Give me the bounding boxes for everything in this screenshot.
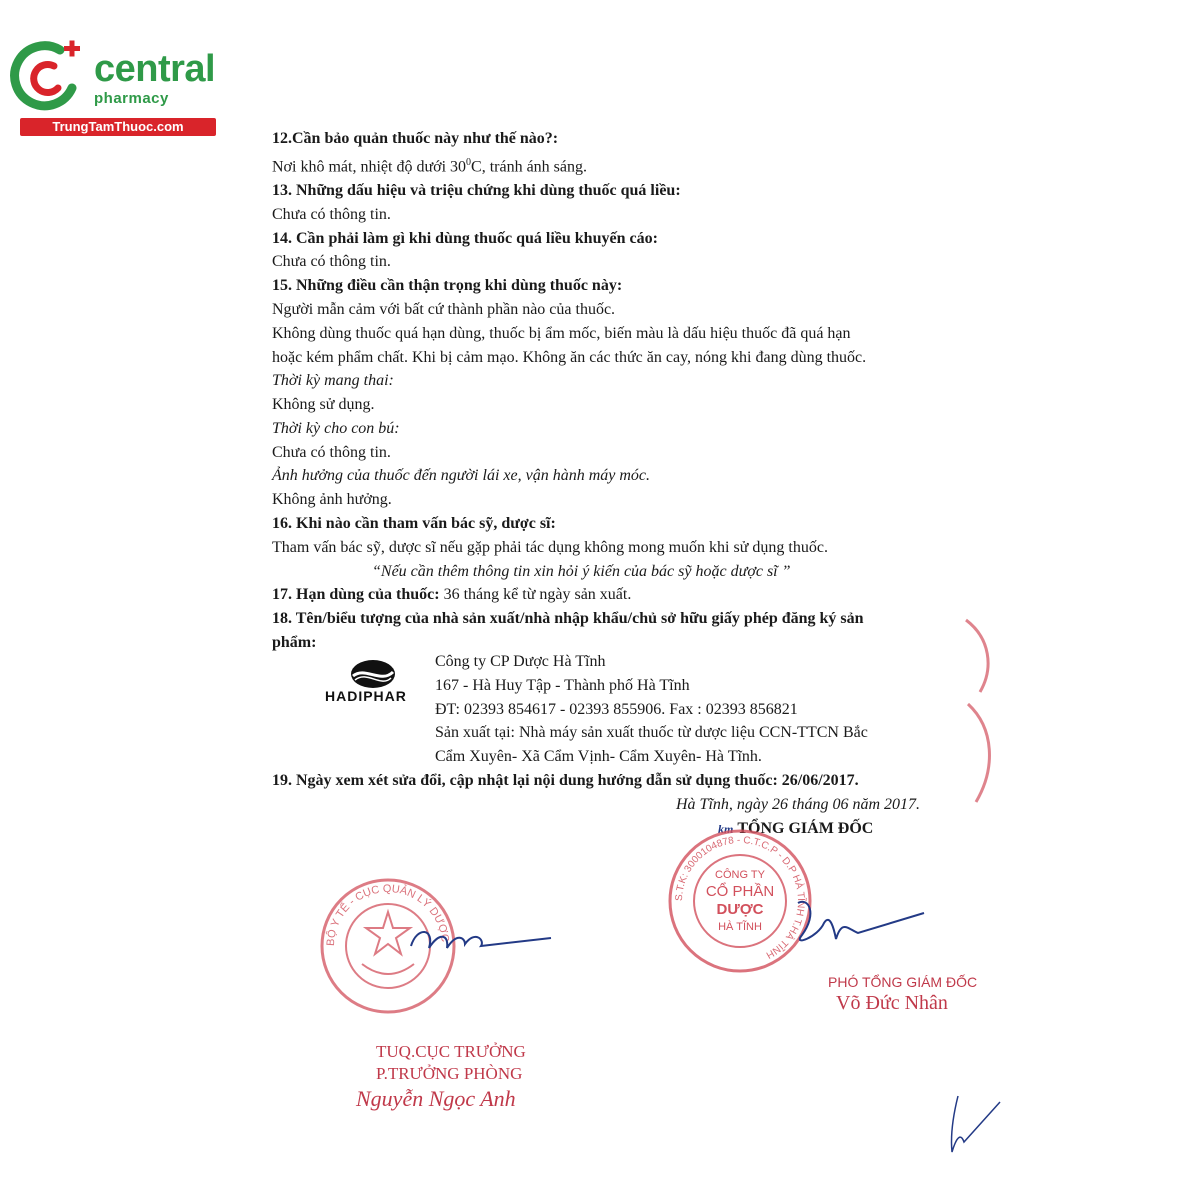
deputy-director-title: PHÓ TỔNG GIÁM ĐỐC [828,974,978,990]
section-15-text: Người mẫn cảm với bất cứ thành phần nào của thuốc. [272,300,616,318]
driving-subheading: Ảnh hưởng của thuốc đến người lái xe, vận hành máy móc. [272,467,651,485]
stamp-line: CỔ PHẦN [705,883,775,900]
section-14-heading: 14. Cần phải làm gì khi dùng thuốc quá liều khuyến cáo: [272,229,658,247]
section-19: 19. Ngày xem xét sửa đổi, cập nhật lại nội dung hướng dẫn sử dụng thuốc: 26/06/2017. [272,772,859,789]
pharmacy-logo-icon [8,36,88,116]
production-site-cont: Cẩm Xuyên- Xã Cẩm Vịnh- Cẩm Xuyên- Hà Tĩnh. [435,748,762,766]
stamp-line: DƯỢC [716,901,764,918]
left-signature [405,920,555,960]
partial-stamp [960,618,1000,808]
brand-logo [8,36,218,136]
initial-signature [944,1092,1004,1158]
brand-sub: pharmacy [94,90,169,107]
section-13-text: Chưa có thông tin. [272,205,391,223]
section-16-text: Tham vấn bác sỹ, dược sĩ nếu gặp phải tác dụng không mong muốn khi sử dụng thuốc. [272,538,828,556]
pregnancy-text: Không sử dụng. [272,396,375,414]
ktm-mark: km [718,822,734,836]
section-16-heading: 16. Khi nào cần tham vấn bác sỹ, dược sĩ: [272,515,556,533]
section-15-heading: 15. Những điều cần thận trọng khi dùng thuốc này: [272,277,623,295]
stamp-line: HÀ TĨNH [718,921,762,933]
authorized-title: TUQ.CỤC TRƯỞNG [376,1042,526,1061]
section-15-text: hoặc kém phẩm chất. Khi bị cảm mạo. Không ăn các thức ăn cay, nóng khi đang dùng thuốc. [272,348,867,366]
place-date: Hà Tĩnh, ngày 26 tháng 06 năm 2017. [676,796,920,813]
degree-sup: 0 [466,156,472,168]
section-12-heading: 12.Cần bảo quản thuốc này như thế nào?: [272,130,559,147]
section-15-text: Không dùng thuốc quá hạn dùng, thuốc bị ẩm mốc, biến màu là dấu hiệu thuốc đã quá hạn [272,324,851,342]
right-signature [778,893,928,953]
director-title: km TỔNG GIÁM ĐỐC [718,820,874,837]
lactation-text: Chưa có thông tin. [272,443,391,461]
brand-name: central [94,48,216,90]
company-address: 167 - Hà Huy Tập - Thành phố Hà Tĩnh [435,676,690,694]
section-14-text: Chưa có thông tin. [272,253,391,271]
stamp-ring-text: S.T.K: 3000104878 - C.T.C.P - D.P HÀ TĨNH T.HÀ TĨNH [673,834,807,961]
company-phone: ĐT: 02393 854617 - 02393 855906. Fax : 02393 856821 [435,700,798,718]
document-body [272,127,972,655]
section-17: 17. Hạn dùng của thuốc: 36 tháng kể từ ngày sản xuất. [272,586,632,604]
section-13-heading: 13. Những dấu hiệu và triệu chứng khi dùng thuốc quá liều: [272,181,681,199]
production-site: Sản xuất tại: Nhà máy sản xuất thuốc từ dược liệu CCN-TTCN Bắc [435,724,868,742]
deputy-director-name: Võ Đức Nhân [836,992,948,1014]
section-18-heading-cont: phẩm: [272,634,317,652]
company-name: Công ty CP Dược Hà Tĩnh [435,653,606,670]
advice-quote: “Nếu cần thêm thông tin xin hỏi ý kiến của bác sỹ hoặc dược sĩ ” [372,562,791,580]
section-12-text: Nơi khô mát, nhiệt độ dưới $30^0C$, tránh ánh sáng. [272,156,588,176]
department-title: P.TRƯỞNG PHÒNG [376,1064,523,1083]
driving-text: Không ảnh hưởng. [272,491,392,509]
manufacturer-block [325,650,965,770]
stamp-line: CÔNG TY [715,869,765,881]
signer-name: Nguyễn Ngọc Anh [356,1086,516,1111]
section-18-heading: 18. Tên/biểu tượng của nhà sản xuất/nhà nhập khẩu/chủ sở hữu giấy phép đăng ký sản [272,610,864,628]
stamp-ring-text: BỘ Y TẾ - CỤC QUẢN LÝ DƯỢC [324,882,451,947]
lactation-subheading: Thời kỳ cho con bú: [272,419,400,437]
pregnancy-subheading: Thời kỳ mang thai: [272,372,394,390]
hadiphar-logo-text: HADIPHAR [325,688,407,704]
brand-site: TrungTamThuoc.com [20,118,216,136]
